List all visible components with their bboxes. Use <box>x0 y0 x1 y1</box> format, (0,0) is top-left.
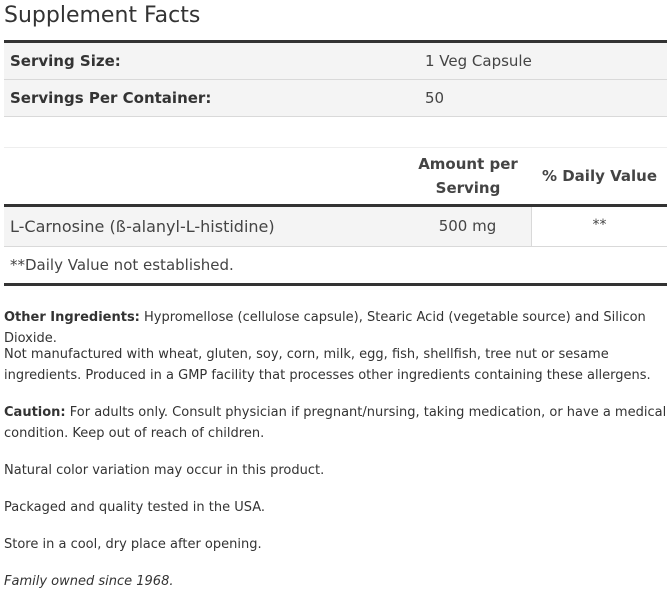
other-ingredients-text: Hypromellose (cellulose capsule), Stearic Acid (vegetable source) and Silicon Dioxide. <box>4 310 646 346</box>
other-ingredients <box>4 307 667 349</box>
ingredient-row <box>4 207 667 247</box>
servings-per-container-row <box>4 80 667 117</box>
ingredient-daily-value: ** <box>532 207 667 246</box>
amount-header-line2: Serving <box>435 179 501 197</box>
page-title: Supplement Facts <box>4 3 201 28</box>
daily-value-footnote: **Daily Value not established. <box>4 247 667 286</box>
family-owned-note: Family owned since 1968. <box>4 574 174 589</box>
serving-size-row <box>4 43 667 80</box>
serving-size-label: Serving Size: <box>10 52 121 70</box>
other-ingredients-label: Other Ingredients: <box>4 310 140 325</box>
packaged-note: Packaged and quality tested in the USA. <box>4 500 266 515</box>
servings-per-container-label: Servings Per Container: <box>10 89 212 107</box>
ingredient-amount: 500 mg <box>404 207 532 246</box>
ingredient-name: L-Carnosine (ß-alanyl-L-histidine) <box>10 217 275 236</box>
daily-value-header: % Daily Value <box>541 167 657 185</box>
servings-per-container-value: 50 <box>425 89 445 107</box>
amount-per-serving-header <box>404 152 532 200</box>
supplement-facts-table <box>4 40 667 286</box>
amount-header-line1: Amount per <box>418 155 518 173</box>
caution-label: Caution: <box>4 405 66 420</box>
color-variation-note: Natural color variation may occur in this product. <box>4 463 325 478</box>
table-spacer <box>4 117 667 148</box>
allergen-statement: Not manufactured with wheat, gluten, soy, corn, milk, egg, fish, shellfish, tree nut or sesame ingredients. Produced in a GMP facility that processes other ingredients containing these allergens. <box>4 347 651 383</box>
serving-size-value: 1 Veg Capsule <box>425 52 532 70</box>
caution-statement <box>4 402 667 444</box>
table-header-row <box>4 148 667 207</box>
storage-note: Store in a cool, dry place after opening. <box>4 537 262 552</box>
caution-text: For adults only. Consult physician if pregnant/nursing, taking medication, or have a medical condition. Keep out of reach of children. <box>4 405 667 441</box>
